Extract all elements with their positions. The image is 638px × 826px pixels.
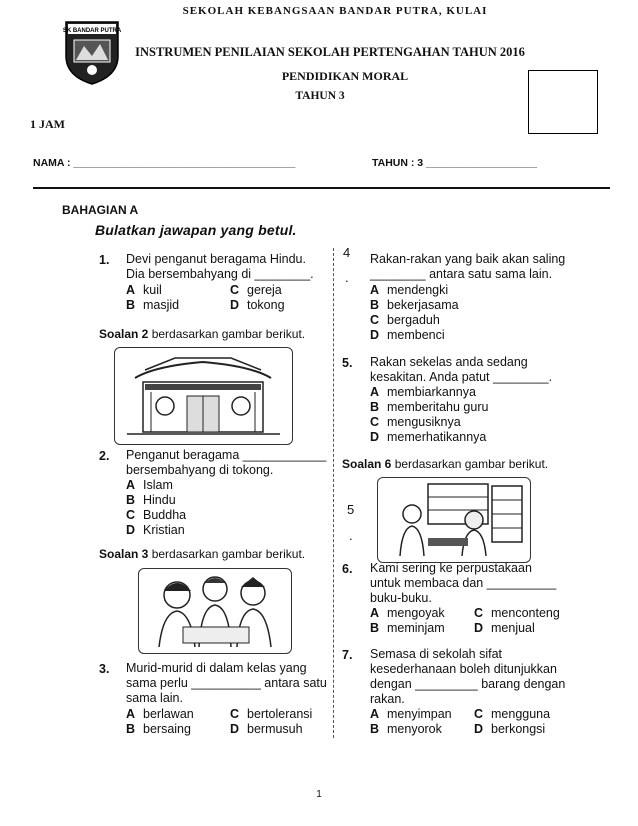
q7-option-b[interactable]: B menyorok: [370, 722, 442, 736]
q3-line1: Murid-murid di dalam kelas yang: [126, 661, 307, 675]
q2-line2: bersembahyang di tokong.: [126, 463, 274, 477]
q2-option-b[interactable]: B Hindu: [126, 493, 176, 507]
stray-number-5: 5: [347, 502, 355, 517]
q3-option-b[interactable]: B bersaing: [126, 722, 191, 736]
note-q6: Soalan 6 berdasarkan gambar berikut.: [342, 457, 549, 471]
q2-number: 2.: [99, 449, 110, 463]
q7-line1: Semasa di sekolah sifat: [370, 647, 503, 661]
q2-option-a[interactable]: A Islam: [126, 478, 173, 492]
q6-number: 6.: [342, 562, 353, 576]
q6-option-b[interactable]: B meminjam: [370, 621, 445, 635]
name-field[interactable]: NAMA : ______________________________________: [33, 157, 296, 169]
q4-line1: Rakan-rakan yang baik akan saling: [370, 252, 566, 266]
q1-c-text: gereja: [247, 283, 282, 297]
q1-option-b[interactable]: B masjid: [126, 298, 180, 312]
q4-option-b[interactable]: B bekerjasama: [370, 298, 459, 312]
q3-option-a[interactable]: A berlawan: [126, 707, 194, 721]
q2-line1: Penganut beragama ____________: [126, 448, 327, 462]
year-title: TAHUN 3: [295, 90, 345, 102]
q1-line1: Devi penganut beragama Hindu.: [126, 252, 306, 266]
q1-a-text: kuil: [143, 283, 162, 297]
q1-number: 1.: [99, 253, 110, 267]
marks-box: [528, 70, 598, 134]
tahun-field[interactable]: TAHUN : 3 ___________________: [372, 157, 538, 169]
q4-option-d[interactable]: D membenci: [370, 328, 445, 342]
q4-line2: ________ antara satu sama lain.: [370, 267, 553, 281]
page-number: 1: [316, 789, 322, 800]
header-rule: [33, 187, 610, 189]
q6-line2: untuk membaca dan __________: [370, 576, 557, 590]
q6-line3: buku-buku.: [370, 591, 432, 605]
q5-option-d[interactable]: D memerhatikannya: [370, 430, 487, 444]
q6-line1: Kami sering ke perpustakaan: [370, 561, 532, 575]
q7-option-c[interactable]: C mengguna: [474, 707, 551, 721]
q3-line2: sama perlu __________ antara satu: [126, 676, 327, 690]
q1-line2: Dia bersembahyang di ________.: [126, 267, 314, 281]
stray-dot-4: .: [345, 270, 349, 285]
q1-b-text: masjid: [143, 298, 180, 312]
q6-option-c[interactable]: C menconteng: [474, 606, 560, 620]
q5-option-b[interactable]: B memberitahu guru: [370, 400, 489, 414]
students-illustration: [138, 568, 292, 654]
exam-title: INSTRUMEN PENILAIAN SEKOLAH PERTENGAHAN TAHUN 2016: [135, 45, 525, 59]
q7-line3: dengan _________ barang dengan: [370, 677, 566, 691]
q7-line4: rakan.: [370, 692, 405, 706]
library-illustration: [377, 477, 531, 563]
q2-option-c[interactable]: C Buddha: [126, 508, 187, 522]
q3-option-c[interactable]: C bertoleransi: [230, 707, 313, 721]
temple-illustration: [114, 347, 293, 445]
q3-line3: sama lain.: [126, 691, 183, 705]
q1-option-c[interactable]: C gereja: [230, 283, 282, 297]
instruction: Bulatkan jawapan yang betul.: [95, 222, 297, 238]
stray-number-4: 4: [343, 245, 351, 260]
q6-option-a[interactable]: A mengoyak: [370, 606, 445, 620]
q1-option-a[interactable]: A kuil: [126, 283, 162, 297]
q3-option-d[interactable]: D bermusuh: [230, 722, 303, 736]
svg-text:SK BANDAR PUTRA: SK BANDAR PUTRA: [62, 28, 122, 34]
q7-line2: kesederhanaan boleh ditunjukkan: [370, 662, 557, 676]
q7-number: 7.: [342, 648, 353, 662]
subject-title: PENDIDIKAN MORAL: [281, 69, 409, 83]
q7-option-d[interactable]: D berkongsi: [474, 722, 546, 736]
q2-option-d[interactable]: D Kristian: [126, 523, 185, 537]
column-divider: [333, 248, 335, 738]
q5-option-c[interactable]: C mengusiknya: [370, 415, 461, 429]
stray-dot-5: .: [349, 528, 353, 543]
q5-option-a[interactable]: A membiarkannya: [370, 385, 476, 399]
q4-option-a[interactable]: A mendengki: [370, 283, 449, 297]
q3-number: 3.: [99, 662, 110, 676]
note-q2: Soalan 2 berdasarkan gambar berikut.: [99, 327, 306, 341]
q5-number: 5.: [342, 356, 353, 370]
q1-option-d[interactable]: D tokong: [230, 298, 285, 312]
q5-line1: Rakan sekelas anda sedang: [370, 355, 528, 369]
note-q3: Soalan 3 berdasarkan gambar berikut.: [99, 547, 306, 561]
q7-option-a[interactable]: A menyimpan: [370, 707, 452, 721]
q1-d-text: tokong: [247, 298, 285, 312]
school-name: SEKOLAH KEBANGSAAN BANDAR PUTRA, KULAI: [182, 5, 488, 17]
q6-option-d[interactable]: D menjual: [474, 621, 535, 635]
q4-option-c[interactable]: C bergaduh: [370, 313, 440, 327]
section-title: BAHAGIAN A: [62, 203, 139, 217]
duration-label: 1 JAM: [30, 117, 65, 131]
q5-line2: kesakitan. Anda patut ________.: [370, 370, 553, 384]
